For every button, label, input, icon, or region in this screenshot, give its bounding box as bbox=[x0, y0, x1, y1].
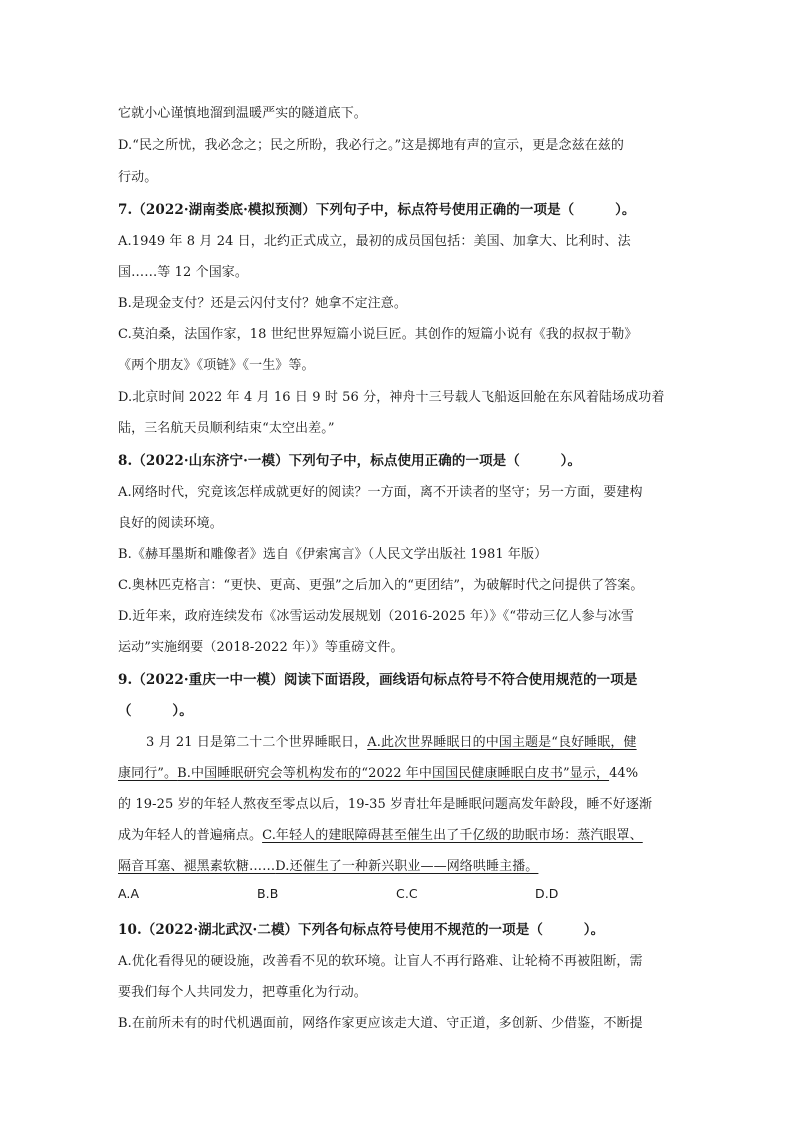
question-7-option-a-cont: 国……等 12 个国家。 bbox=[118, 265, 249, 280]
option-a: A.A bbox=[118, 886, 140, 901]
passage-text: 成为年轻人的普遍痛点。 bbox=[118, 828, 263, 843]
question-7-stem: 7.（2022·湖南娄底·模拟预测）下列句子中，标点符号使用正确的一项是（ ）。 bbox=[118, 202, 636, 218]
underlined-sentence-d: D.还催生了一种新兴职业——网络哄睡主播。 bbox=[275, 859, 539, 874]
question-8-option-d: D.近年来，政府连续发布《冰雪运动发展规划（2016-2025 年）》《“带动三亿人参与冰雪 bbox=[118, 609, 635, 624]
passage-line: 的 19-25 岁的年轻人熬夜至零点以后，19-35 岁青壮年是睡眠问题高发年龄段，睡不好逐渐 bbox=[118, 797, 653, 812]
question-7-option-c-cont: 《两个朋友》《项链》《一生》等。 bbox=[118, 358, 315, 373]
passage-text: 3 月 21 日是第二十二个世界睡眠日， bbox=[146, 735, 368, 750]
question-9-options bbox=[118, 886, 674, 901]
question-7-option-d-cont: 陆，三名航天员顺利结束“太空出差。” bbox=[118, 421, 335, 436]
option-b: B.B bbox=[257, 886, 279, 901]
question-10-option-a-cont: 要我们每个人共同发力，把尊重化为行动。 bbox=[118, 985, 367, 1000]
option-c: C.C bbox=[396, 886, 418, 901]
question-9-stem: 9.（2022·重庆一中一模）阅读下面语段，画线语句标点符号不符合使用规范的一项是 bbox=[118, 672, 638, 688]
underlined-sentence-a-cont: 康同行”。 bbox=[118, 766, 178, 781]
passage-line bbox=[118, 762, 638, 781]
question-8-option-a: A.网络时代，究竟该怎样成就更好的阅读？一方面，离不开读者的坚守；另一方面，要建构 bbox=[118, 485, 643, 500]
text-line: 行动。 bbox=[118, 170, 158, 185]
underlined-sentence-b: B.中国睡眠研究会等机构发布的“2022 年中国国民健康睡眠白皮书”显示， bbox=[177, 766, 610, 781]
question-7-option-d: D.北京时间 2022 年 4 月 16 日 9 时 56 分，神舟十三号载人飞船返回舱在东风着陆场成功着 bbox=[118, 390, 665, 405]
question-8-option-b: B.《赫耳墨斯和雕像者》选自《伊索寓言》（人民文学出版社 1981 年版） bbox=[118, 547, 548, 562]
question-10-stem: 10.（2022·湖北武汉·二模）下列各句标点符号使用不规范的一项是（ ）。 bbox=[118, 922, 605, 938]
question-8-option-a-cont: 良好的阅读环境。 bbox=[118, 516, 223, 531]
question-10-option-a: A.优化看得见的硬设施，改善看不见的软环境。让盲人不再行路难、让轮椅不再被阻断，需 bbox=[118, 954, 643, 969]
question-7-option-b: B.是现金支付？还是云闪付支付？她拿不定注意。 bbox=[118, 296, 407, 311]
passage-text: 44% bbox=[609, 766, 639, 781]
passage-line bbox=[118, 855, 538, 874]
question-8-stem: 8.（2022·山东济宁·一模）下列句子中，标点使用正确的一项是（ ）。 bbox=[118, 453, 582, 469]
underlined-sentence-a: A.此次世界睡眠日的中国主题是“良好睡眠，健 bbox=[367, 735, 637, 750]
question-7-option-c: C.莫泊桑，法国作家，18 世纪世界短篇小说巨匠。其创作的短篇小说有《我的叔叔于勒》 bbox=[118, 327, 638, 342]
text-line: 它就小心谨慎地溜到温暖严实的隧道底下。 bbox=[118, 106, 367, 121]
question-8-option-c: C.奥林匹克格言：“更快、更高、更强”之后加入的“更团结”，为破解时代之问提供了答案。 bbox=[118, 578, 644, 593]
passage-line bbox=[146, 731, 637, 750]
question-10-option-b: B.在前所未有的时代机遇面前，网络作家更应该走大道、守正道，多创新、少借鉴，不断提 bbox=[118, 1016, 643, 1031]
question-8-option-d-cont: 运动”实施纲要（2018-2022 年）》等重磅文件。 bbox=[118, 640, 404, 655]
question-9-stem-cont: （ ）。 bbox=[118, 703, 193, 719]
option-d: D.D bbox=[535, 886, 559, 901]
underlined-sentence-c: C.年轻人的建眠障碍甚至催生出了千亿级的助眠市场：蒸汽眼罩、 bbox=[262, 828, 643, 843]
question-7-option-a: A.1949 年 8 月 24 日，北约正式成立，最初的成员国包括：美国、加拿大、比利时、法 bbox=[118, 234, 631, 249]
passage-line bbox=[118, 824, 643, 843]
text-line: D.“民之所忧，我必念之；民之所盼，我必行之。”这是掷地有声的宣示，更是念兹在兹的 bbox=[118, 138, 624, 153]
underlined-sentence-c-cont: 隔音耳塞、褪黑素软糖…… bbox=[118, 859, 276, 874]
